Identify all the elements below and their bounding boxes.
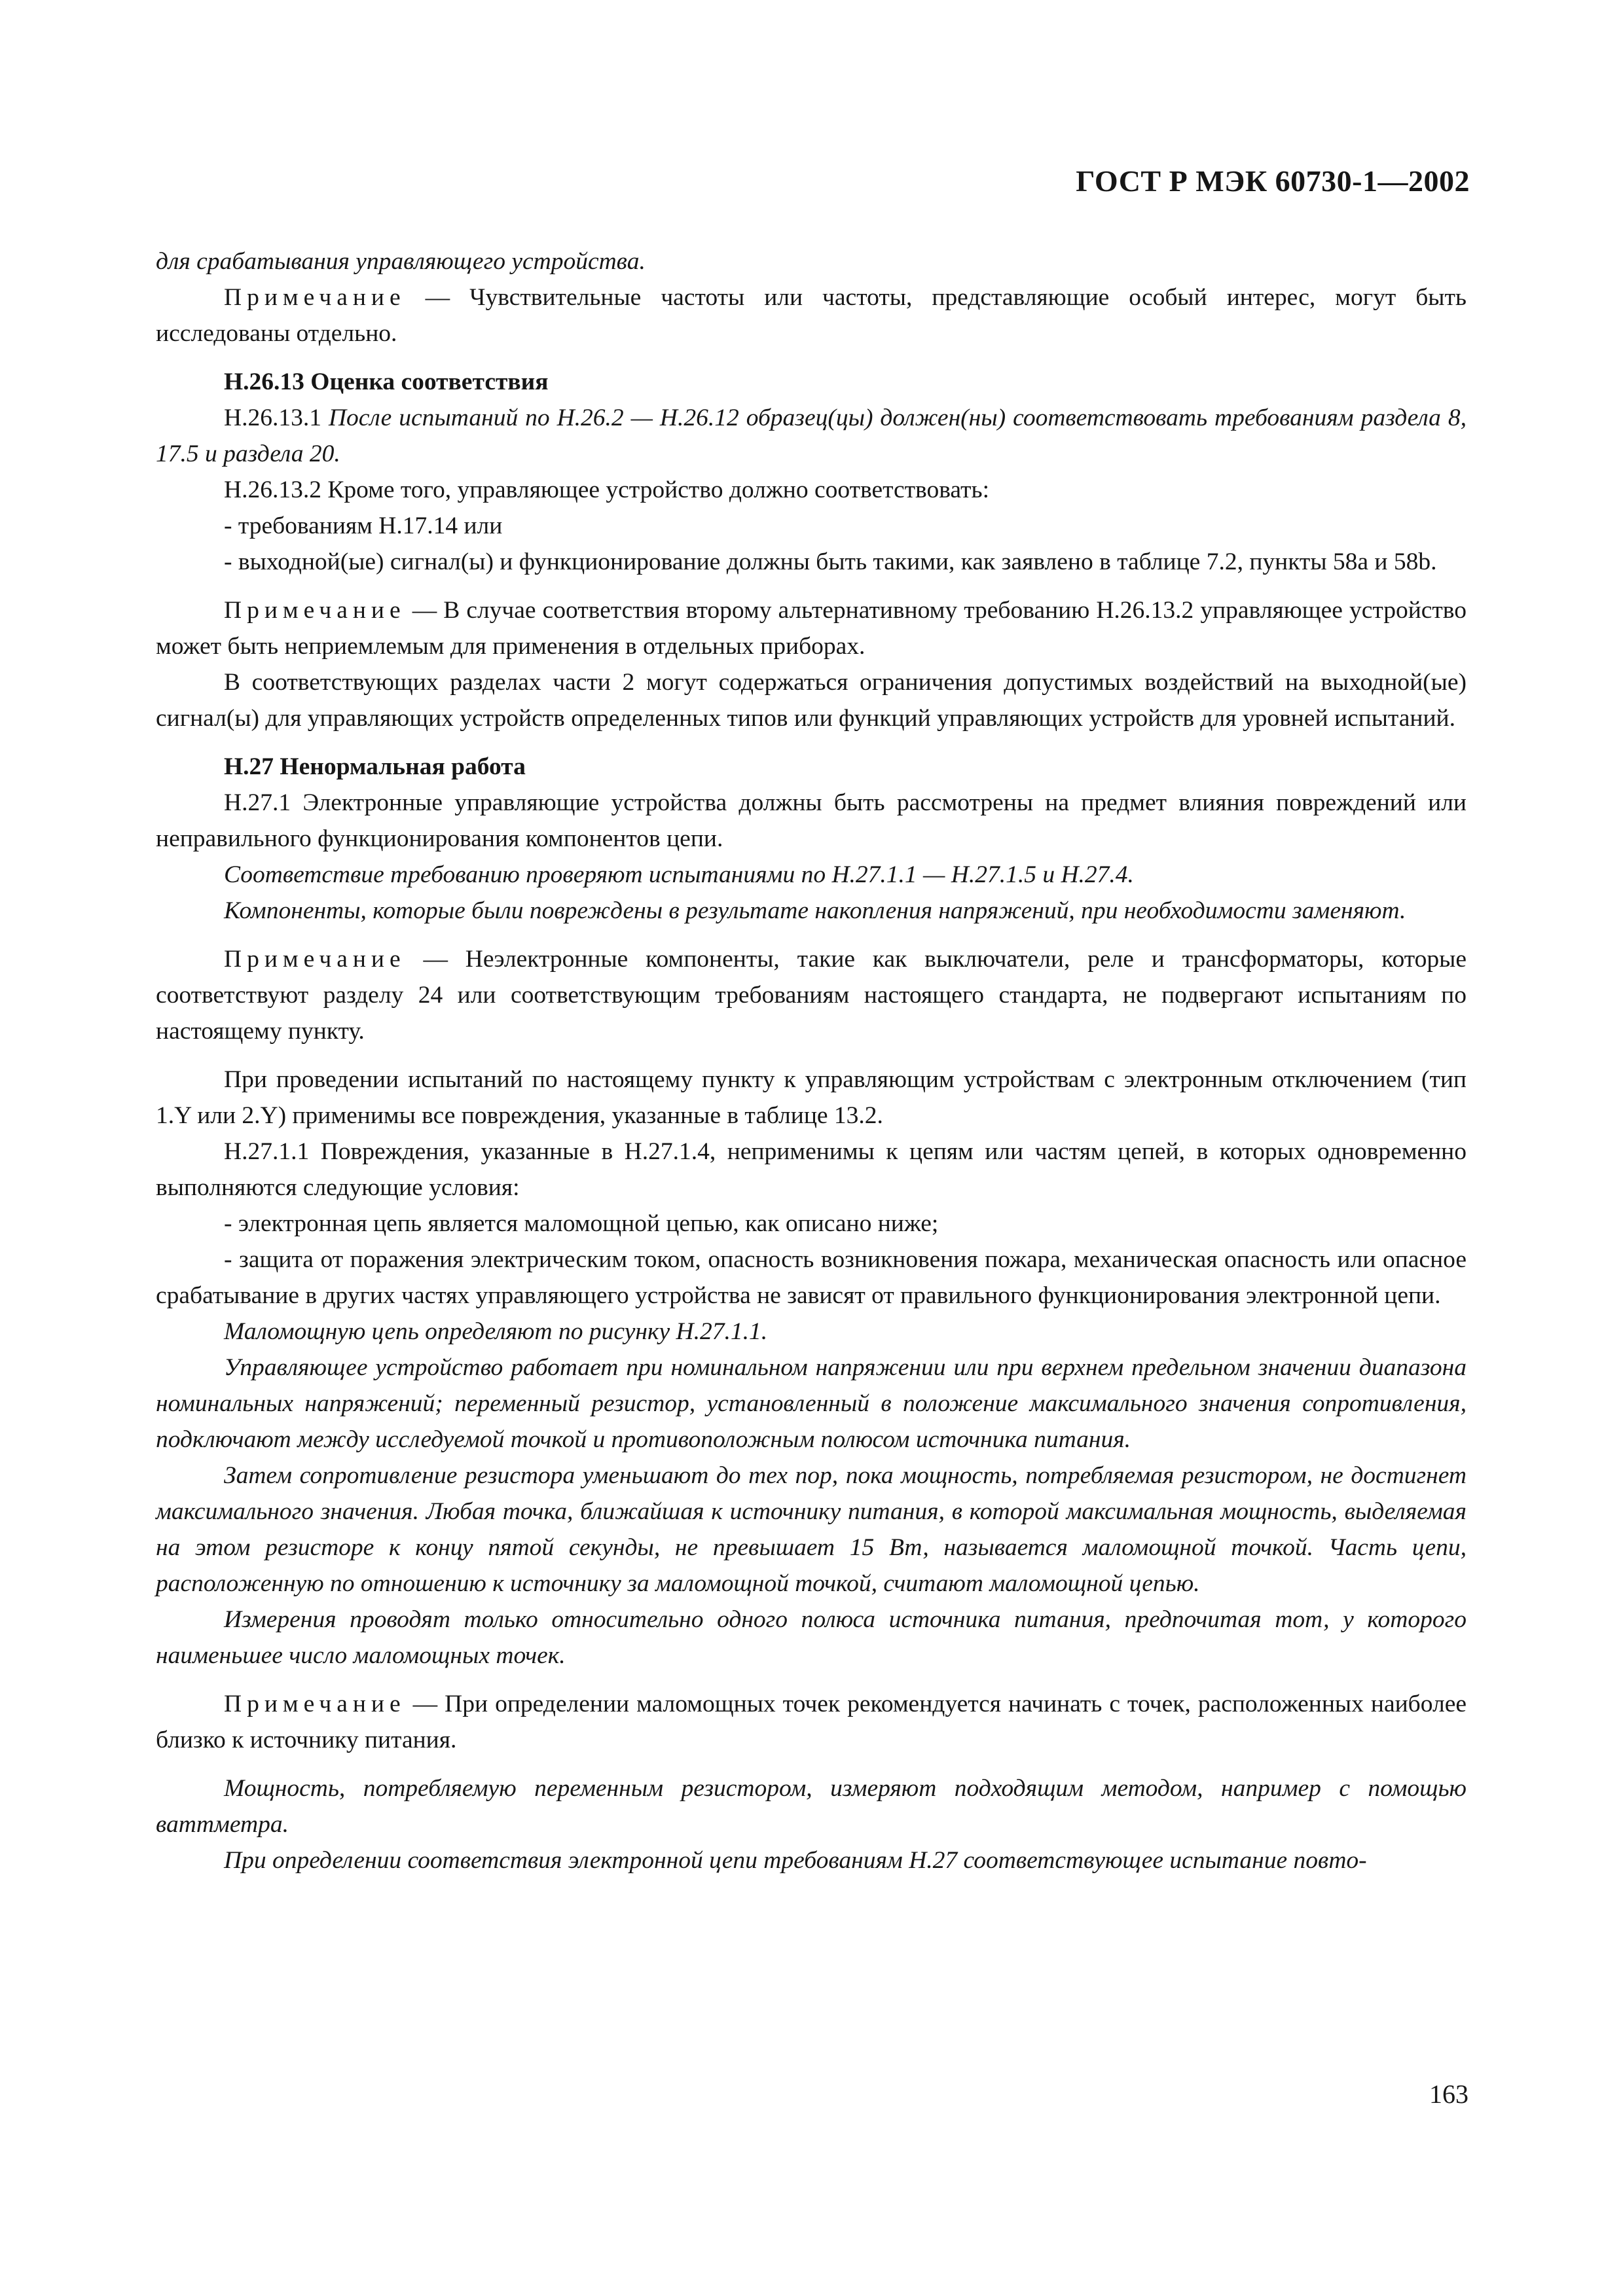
- paragraph: Мощность, потребляемую переменным резистором, измеряют подходящим методом, например с помощью ваттметра.: [156, 1775, 1467, 1838]
- page-number: 163: [1429, 2079, 1468, 2109]
- clause-text: После испытаний по Н.26.2 — Н.26.12 образец(цы) должен(ны) соответствовать требованиям раздела 8, 17.5 и раздела 20.: [156, 404, 1467, 467]
- clause-number: Н.26.13.1: [224, 404, 329, 431]
- paragraph: Управляющее устройство работает при номинальном напряжении или при верхнем предельном значении диапазона номинальных напряжений; переменный резистор, установленный в положение максимального значения сопротивления, подключают между исследуемой точкой и противоположным полюсом источника питания.: [156, 1354, 1467, 1453]
- paragraph: Измерения проводят только относительно одного полюса источника питания, предпочитая тот, у которого наименьшее число маломощных точек.: [156, 1606, 1467, 1669]
- note-label: Примечание: [224, 946, 406, 973]
- paragraph: Н.27.1.1 Повреждения, указанные в Н.27.1.4, неприменимы к цепям или частям цепей, в которых одновременно выполняются следующие условия:: [156, 1138, 1467, 1201]
- paragraph: для срабатывания управляющего устройства.: [156, 248, 646, 275]
- paragraph: При определении соответствия электронной цепи требованиям Н.27 соответствующее испытание повто-: [224, 1847, 1367, 1874]
- paragraph: В соответствующих разделах части 2 могут содержаться ограничения допустимых воздействий на выходной(ые) сигнал(ы) для управляющих устройств определенных типов или функций управляющих устройств для уровней испытаний.: [156, 669, 1467, 732]
- note-paragraph: [156, 941, 1467, 1049]
- note-text: — При определении маломощных точек рекомендуется начинать с точек, расположенных наиболее близко к источнику питания.: [156, 1691, 1467, 1753]
- paragraph: [156, 400, 1467, 472]
- list-item: - требованиям Н.17.14 или: [224, 512, 503, 539]
- note-label: Примечание: [224, 597, 406, 624]
- paragraph: Компоненты, которые были повреждены в результате накопления напряжений, при необходимости заменяют.: [224, 897, 1406, 924]
- note-paragraph: [156, 279, 1467, 351]
- paragraph: Маломощную цепь определяют по рисунку Н.27.1.1.: [224, 1318, 768, 1345]
- note-paragraph: [156, 592, 1467, 664]
- paragraph: Соответствие требованию проверяют испытаниями по Н.27.1.1 — Н.27.1.5 и Н.27.4.: [224, 861, 1134, 888]
- note-text: — Чувствительные частоты или частоты, представляющие особый интерес, могут быть исследованы отдельно.: [156, 284, 1467, 347]
- document-code-header: ГОСТ Р МЭК 60730-1—2002: [1076, 164, 1470, 198]
- page-body: [156, 243, 1467, 1878]
- paragraph: Н.26.13.2 Кроме того, управляющее устройство должно соответствовать:: [224, 476, 990, 503]
- note-text: — В случае соответствия второму альтернативному требованию Н.26.13.2 управляющее устройство может быть неприемлемым для применения в отдельных приборах.: [156, 597, 1467, 660]
- paragraph: Н.27.1 Электронные управляющие устройства должны быть рассмотрены на предмет влияния повреждений или неправильного функционирования компонентов цепи.: [156, 789, 1467, 852]
- paragraph: При проведении испытаний по настоящему пункту к управляющим устройствам с электронным отключением (тип 1.Y или 2.Y) применимы все повреждения, указанные в таблице 13.2.: [156, 1066, 1467, 1129]
- note-paragraph: [156, 1686, 1467, 1758]
- note-text: — Неэлектронные компоненты, такие как выключатели, реле и трансформаторы, которые соответствуют разделу 24 или соответствующим требованиям настоящего стандарта, не подвергают испытаниям по настоящему пункту.: [156, 946, 1467, 1045]
- list-item: - выходной(ые) сигнал(ы) и функционирование должны быть такими, как заявлено в таблице 7.2, пункты 58а и 58b.: [224, 548, 1437, 575]
- paragraph: Затем сопротивление резистора уменьшают до тех пор, пока мощность, потребляемая резистором, не достигнет максимального значения. Любая точка, ближайшая к источнику питания, в которой максимальная мощность, выделяемая на этом резисторе к концу пятой секунды, не превышает 15 Вт, называется маломощной точкой. Часть цепи, расположенную по отношению к источнику за маломощной точкой, считают маломощной цепью.: [156, 1462, 1467, 1597]
- note-label: Примечание: [224, 1691, 406, 1717]
- list-item: - защита от поражения электрическим током, опасность возникновения пожара, механическая опасность или опасное срабатывание в других частях управляющего устройства не зависят от правильного функционирования электронной цепи.: [156, 1246, 1467, 1309]
- section-heading: Н.27 Ненормальная работа: [224, 753, 526, 780]
- list-item: - электронная цепь является маломощной цепью, как описано ниже;: [224, 1210, 939, 1237]
- note-label: Примечание: [224, 284, 406, 311]
- section-heading: Н.26.13 Оценка соответствия: [224, 368, 549, 395]
